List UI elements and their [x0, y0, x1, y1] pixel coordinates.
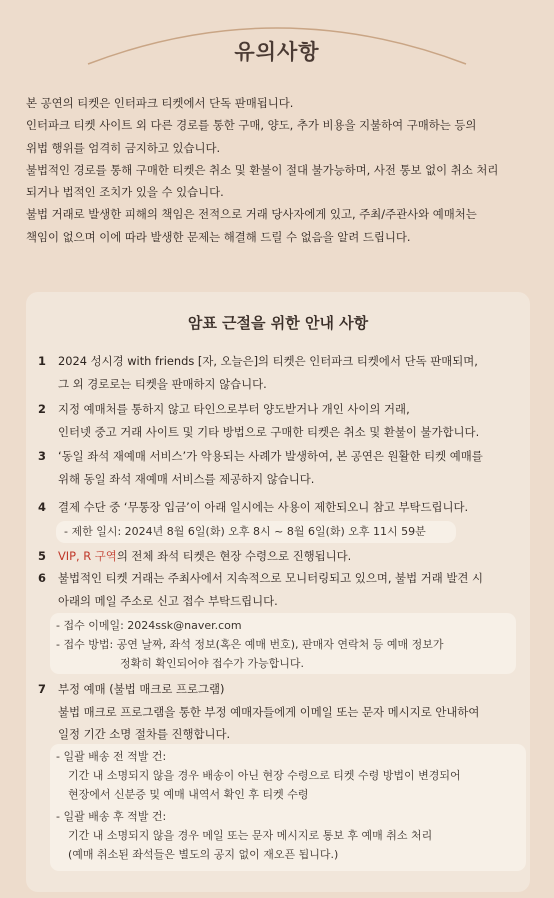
detection-before-line: 현장에서 신분증 및 예매 내역서 확인 후 티켓 수령	[68, 788, 309, 801]
report-method-cont: 정확히 확인되어야 접수가 가능합니다.	[120, 657, 305, 670]
item-line: 그 외 경로로는 티켓을 판매하지 않습니다.	[58, 376, 267, 391]
page-title: 유의사항	[234, 39, 320, 64]
item-text: 의 전체 좌석 티켓은 현장 수령으로 진행됩니다.	[116, 549, 352, 563]
item-number: 4	[38, 500, 46, 514]
guide-item-2	[36, 398, 516, 443]
item-line: 인터넷 중고 거래 사이트 및 기타 방법으로 구매한 티켓은 취소 및 환불이 불가합니다.	[58, 424, 480, 439]
item-line: 위해 동일 좌석 재예매 서비스를 제공하지 않습니다.	[58, 471, 315, 486]
item-line: 불법 매크로 프로그램을 통한 부정 예매자들에게 이메일 또는 문자 메시지로 안내하여	[58, 704, 480, 719]
detection-before-title: - 일괄 배송 전 적발 건:	[56, 750, 167, 763]
guide-item-5	[36, 545, 516, 568]
item-line: 부정 예매 (불법 매크로 프로그램)	[58, 682, 225, 696]
notice-line: 위법 행위를 엄격히 금지하고 있습니다.	[26, 140, 221, 155]
report-method: - 접수 방법: 공연 날짜, 좌석 정보(혹은 예매 번호), 판매자 연락처 등 예매 정보가	[56, 638, 444, 651]
item-line: 지정 예매처를 통하지 않고 타인으로부터 양도받거나 개인 사이의 거래,	[58, 402, 410, 416]
notice-line: 책임이 없으며 이에 따라 발생한 문제는 해결해 드릴 수 없음을 알려 드립니다.	[26, 229, 411, 244]
detection-before-line: 기간 내 소명되지 않을 경우 배송이 아닌 현장 수령으로 티켓 수령 방법이 변경되어	[68, 769, 461, 782]
guide-item-3	[36, 445, 516, 490]
report-info	[50, 613, 516, 674]
item-number: 6	[38, 571, 46, 585]
detection-after-line: (예매 취소된 좌석들은 별도의 공지 없이 재오픈 됩니다.)	[68, 848, 339, 861]
item-line: 결제 수단 중 ‘무통장 입금’이 아래 일시에는 사용이 제한되오니 참고 부탁드립니다.	[58, 500, 469, 514]
restriction-note	[56, 521, 456, 543]
item-number: 1	[38, 354, 46, 368]
item-number: 3	[38, 449, 46, 463]
notice-line: 본 공연의 티켓은 인터파크 티켓에서 단독 판매됩니다.	[26, 96, 294, 110]
notice-line: 불법 거래로 발생한 피해의 책임은 전적으로 거래 당사자에게 있고, 주최/주관사와 예매처는	[26, 207, 477, 222]
detection-info	[50, 744, 526, 871]
guide-box	[26, 292, 530, 892]
detection-after-title: - 일괄 배송 후 적발 건:	[56, 810, 167, 823]
report-email: - 접수 이메일: 2024ssk@naver.com	[56, 619, 242, 632]
detection-after-line: 기간 내 소명되지 않을 경우 메일 또는 문자 메시지로 통보 후 예매 취소 처리	[68, 829, 433, 842]
guide-item-1	[36, 350, 516, 395]
notice-text	[26, 92, 536, 248]
notice-line: 되거나 법적인 조치가 있을 수 있습니다.	[26, 185, 224, 200]
restriction-time: - 제한 일시: 2024년 8월 6일(화) 오후 8시 ~ 8월 6일(화) 오후 11시 59분	[64, 525, 426, 538]
item-line: 아래의 메일 주소로 신고 접수 부탁드립니다.	[58, 593, 278, 608]
item-number: 5	[38, 549, 46, 563]
item-number: 7	[38, 682, 46, 696]
item-line: 불법적인 티켓 거래는 주최사에서 지속적으로 모니터링되고 있으며, 불법 거래 발견 시	[58, 571, 483, 585]
item-line: ‘동일 좌석 재예매 서비스’가 악용되는 사례가 발생하여, 본 공연은 원활한 티켓 예매를	[58, 449, 483, 463]
header	[0, 0, 554, 80]
notice-line: 불법적인 경로를 통해 구매한 티켓은 취소 및 환불이 절대 불가능하며, 사전 통보 없이 취소 처리	[26, 162, 499, 177]
guide-title: 암표 근절을 위한 안내 사항	[187, 314, 369, 332]
guide-item-4	[36, 496, 516, 519]
notice-line: 인터파크 티켓 사이트 외 다른 경로를 통한 구매, 양도, 추가 비용을 지불하여 구매하는 등의	[26, 118, 477, 133]
guide-item-6	[36, 567, 516, 612]
highlight-text: VIP, R 구역	[58, 549, 117, 563]
item-number: 2	[38, 402, 46, 416]
item-line: 일정 기간 소명 절차를 진행합니다.	[58, 727, 231, 741]
guide-item-7	[36, 678, 516, 746]
item-line: 2024 성시경 with friends [자, 오늘은]의 티켓은 인터파크 티켓에서 단독 판매되며,	[58, 354, 478, 368]
